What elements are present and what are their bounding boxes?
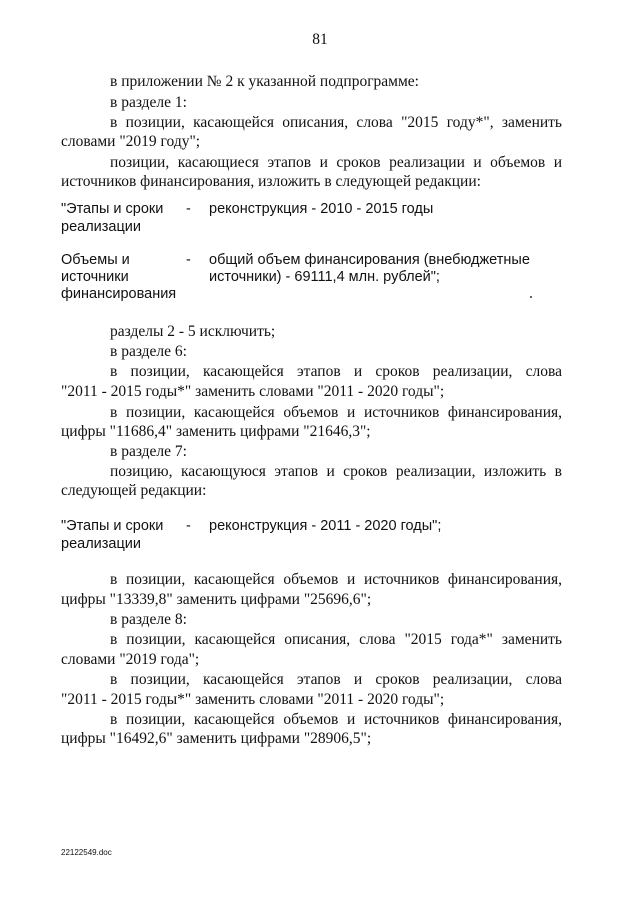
table-value: реконструкция - 2011 - 2020 годы"; (209, 518, 442, 534)
document-filename: 22122549.doc (61, 848, 112, 857)
text-line: словами "2019 года"; (61, 651, 200, 668)
text-line: позиции, касающиеся этапов и сроков реализации и объемов и (110, 154, 562, 171)
text-line: в позиции, касающейся объемов и источников финансирования, (110, 404, 562, 421)
text-line: в разделе 6: (110, 343, 187, 360)
table-label: Объемы и (61, 252, 130, 268)
text-line: цифры "11686,4" заменить цифрами "21646,3"; (61, 423, 371, 440)
text-line: в позиции, касающейся этапов и сроков реализации, слова (110, 671, 562, 688)
table-label: реализации (61, 219, 141, 235)
text-line: следующей редакции: (61, 482, 207, 499)
table-dash: - (186, 201, 191, 217)
text-line: в позиции, касающейся объемов и источников финансирования, (110, 711, 562, 728)
text-line: в позиции, касающейся объемов и источников финансирования, (110, 571, 562, 588)
text-line: цифры "13339,8" заменить цифрами "25696,6"; (61, 591, 372, 608)
table-value: реконструкция - 2010 - 2015 годы (209, 201, 434, 217)
table-label: "Этапы и сроки (61, 518, 164, 534)
table-label: финансирования (61, 286, 177, 302)
table-dash: - (186, 518, 191, 534)
text-line: в позиции, касающейся описания, слова "2015 года*" заменить (110, 631, 562, 648)
text-line: в разделе 8: (110, 611, 187, 628)
page-number: 81 (312, 31, 328, 48)
table-label: "Этапы и сроки (61, 201, 164, 217)
table-label: реализации (61, 536, 141, 552)
text-line: в позиции, касающейся описания, слова "2015 году*", заменить (110, 114, 562, 131)
table-label: источники (61, 269, 129, 285)
text-line: в разделе 1: (110, 94, 187, 111)
text-line: позицию, касающуюся этапов и сроков реализации, изложить в (110, 463, 562, 480)
text-line: цифры "16492,6" заменить цифрами "28906,5"; (61, 730, 372, 747)
text-line: в позиции, касающейся этапов и сроков реализации, слова (110, 363, 562, 380)
text-line: в разделе 7: (110, 443, 187, 460)
text-line: словами "2019 году"; (61, 133, 201, 150)
text-line: источников финансирования, изложить в следующей редакции: (61, 173, 481, 190)
table-dash: - (186, 252, 191, 268)
text-line: разделы 2 - 5 исключить; (110, 323, 276, 340)
table-value: источники) - 69111,4 млн. рублей"; (209, 269, 440, 285)
text-line: в приложении № 2 к указанной подпрограмме: (110, 73, 419, 90)
text-line: "2011 - 2015 годы*" заменить словами "2011 - 2020 годы"; (61, 383, 445, 400)
scan-speck (530, 296, 532, 298)
text-line: "2011 - 2015 годы*" заменить словами "2011 - 2020 годы"; (61, 691, 445, 708)
table-value: общий объем финансирования (внебюджетные (209, 252, 530, 268)
